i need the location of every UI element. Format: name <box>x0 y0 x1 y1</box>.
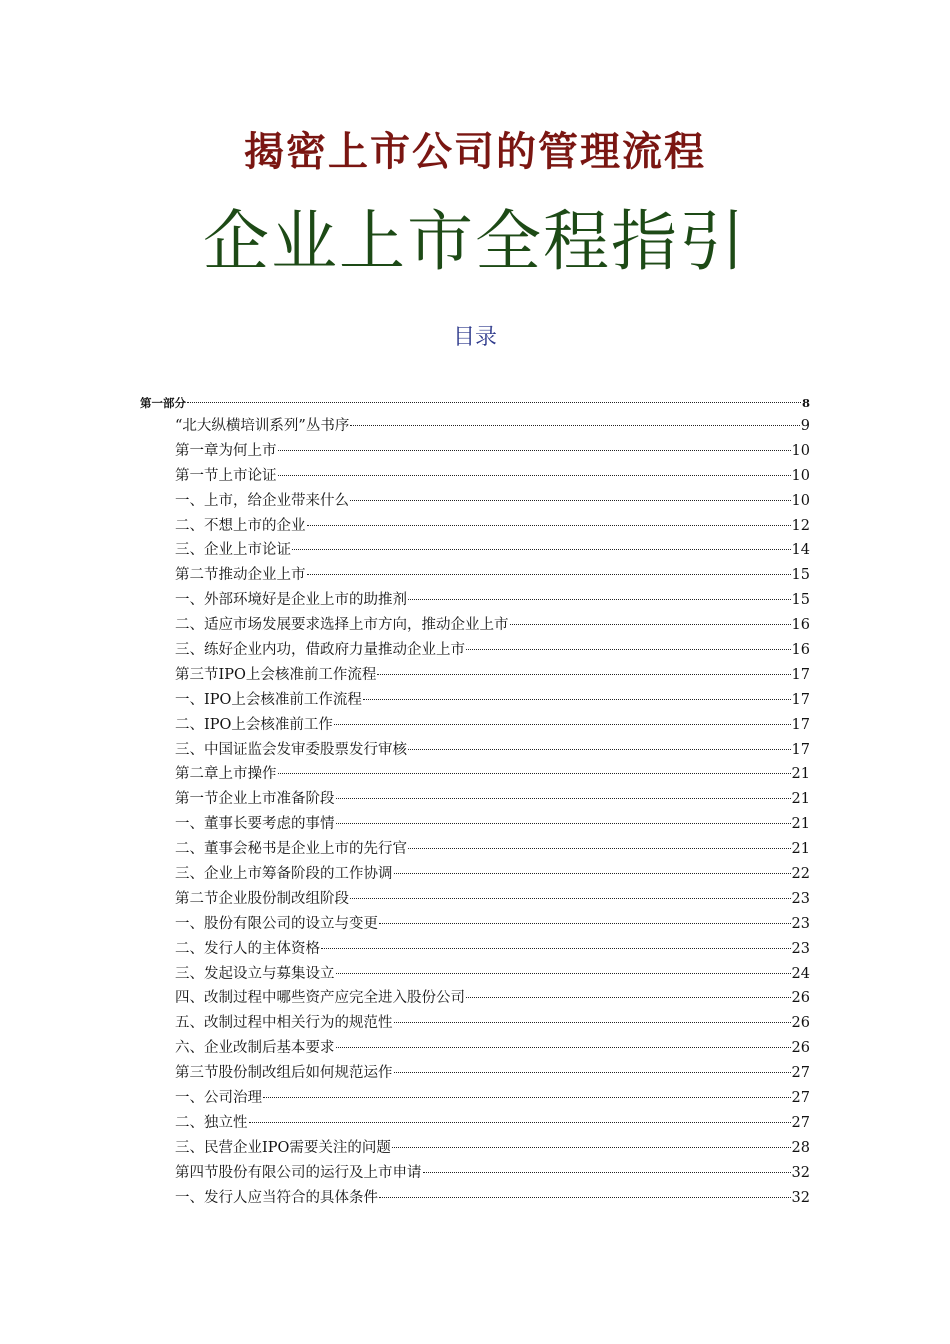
toc-entry[interactable] <box>140 563 810 588</box>
toc-dot-leader <box>336 1047 791 1048</box>
toc-entry-page-number: 10 <box>791 442 810 459</box>
toc-entry-label: 四、改制过程中哪些资产应完全进入股份公司 <box>175 990 465 1007</box>
toc-entry[interactable] <box>140 862 810 887</box>
toc-entry-label: 二、独立性 <box>175 1114 248 1131</box>
toc-entry-label: 第三节股份制改组后如何规范运作 <box>175 1065 393 1082</box>
toc-entry-page-number: 22 <box>791 866 810 883</box>
toc-entry-page-number: 23 <box>791 915 810 932</box>
toc-entry[interactable] <box>140 912 810 937</box>
toc-entry-page-number: 21 <box>791 841 810 858</box>
toc-entry-label: 三、民营企业IPO需要关注的问题 <box>175 1139 391 1156</box>
toc-entry-label: 第四节股份有限公司的运行及上市申请 <box>175 1164 422 1181</box>
toc-dot-leader <box>350 425 799 426</box>
toc-entry-label: 二、发行人的主体资格 <box>175 940 320 957</box>
toc-entry-label: 二、适应市场发展要求选择上市方向，推动企业上市 <box>175 617 509 634</box>
toc-entry-label: 第一部分 <box>140 396 186 410</box>
toc-entry[interactable] <box>140 439 810 464</box>
toc-entry[interactable] <box>140 588 810 613</box>
toc-entry[interactable] <box>140 812 810 837</box>
document-title: 企业上市全程指引 <box>203 203 747 280</box>
toc-entry[interactable] <box>140 986 810 1011</box>
toc-dot-leader <box>423 1172 791 1173</box>
toc-entry[interactable] <box>140 1061 810 1086</box>
toc-dot-leader <box>249 1122 791 1123</box>
toc-entry[interactable] <box>140 414 810 439</box>
toc-entry-label: 第一节上市论证 <box>175 467 277 484</box>
toc-entry-label: 一、公司治理 <box>175 1090 262 1107</box>
toc-entry[interactable] <box>140 464 810 489</box>
toc-entry[interactable] <box>140 837 810 862</box>
toc-entry-page-number: 17 <box>791 691 810 708</box>
toc-entry[interactable] <box>140 663 810 688</box>
toc-dot-leader <box>278 773 791 774</box>
toc-entry-page-number: 10 <box>791 492 810 509</box>
toc-entry[interactable] <box>140 1111 810 1136</box>
toc-dot-leader <box>321 948 791 949</box>
toc-entry-label: 第一章为何上市 <box>175 442 277 459</box>
toc-entry-page-number: 32 <box>791 1189 810 1206</box>
toc-entry[interactable] <box>140 1011 810 1036</box>
toc-entry[interactable] <box>140 1186 810 1211</box>
toc-dot-leader <box>292 549 791 550</box>
toc-entry[interactable] <box>140 787 810 812</box>
toc-dot-leader <box>510 624 791 625</box>
toc-dot-leader <box>394 1022 791 1023</box>
toc-entry-page-number: 27 <box>791 1065 810 1082</box>
toc-dot-leader <box>307 574 791 575</box>
toc-dot-leader <box>336 798 791 799</box>
toc-entry-label: 五、改制过程中相关行为的规范性 <box>175 1015 393 1032</box>
toc-entry-label: “北大纵横培训系列”丛书序 <box>175 418 350 434</box>
toc-entry[interactable] <box>140 962 810 987</box>
toc-dot-leader <box>187 402 801 403</box>
toc-entry-label: 第二节推动企业上市 <box>175 567 306 584</box>
toc-dot-leader <box>466 997 791 998</box>
toc-entry-page-number: 16 <box>791 617 810 634</box>
toc-entry-page-number: 24 <box>791 965 810 982</box>
toc-entry[interactable] <box>140 489 810 514</box>
toc-entry-label: 一、外部环境好是企业上市的助推剂 <box>175 592 407 609</box>
toc-entry[interactable] <box>140 538 810 563</box>
toc-entry-page-number: 16 <box>791 642 810 659</box>
toc-entry-label: 三、企业上市论证 <box>175 542 291 559</box>
toc-entry-label: 一、发行人应当符合的具体条件 <box>175 1189 378 1206</box>
toc-dot-leader <box>334 724 791 725</box>
toc-dot-leader <box>394 873 791 874</box>
toc-entry[interactable] <box>140 613 810 638</box>
toc-entry-label: 第一节企业上市准备阶段 <box>175 791 335 808</box>
toc-dot-leader <box>307 525 791 526</box>
toc-entry-page-number: 23 <box>791 940 810 957</box>
toc-entry-page-number: 27 <box>791 1090 810 1107</box>
toc-entry-page-number: 21 <box>791 816 810 833</box>
toc-dot-leader <box>379 923 791 924</box>
toc-entry-page-number: 23 <box>791 890 810 907</box>
toc-entry-page-number: 17 <box>791 741 810 758</box>
toc-entry-page-number: 28 <box>791 1139 810 1156</box>
table-of-contents <box>140 392 810 1211</box>
toc-dot-leader <box>263 1097 791 1098</box>
toc-dot-leader <box>336 973 791 974</box>
toc-entry-page-number: 8 <box>801 396 810 410</box>
toc-entry[interactable] <box>140 1136 810 1161</box>
toc-entry-page-number: 17 <box>791 666 810 683</box>
toc-dot-leader <box>408 599 791 600</box>
toc-entry-label: 第三节IPO上会核准前工作流程 <box>175 666 377 683</box>
toc-entry[interactable] <box>140 1086 810 1111</box>
toc-entry-label: 第二章上市操作 <box>175 766 277 783</box>
toc-entry[interactable] <box>140 1161 810 1186</box>
toc-entry-page-number: 10 <box>791 467 810 484</box>
toc-entry-label: 三、企业上市筹备阶段的工作协调 <box>175 866 393 883</box>
toc-entry-label: 一、股份有限公司的设立与变更 <box>175 915 378 932</box>
toc-entry-page-number: 26 <box>791 990 810 1007</box>
toc-entry[interactable] <box>140 762 810 787</box>
toc-entry-page-number: 15 <box>791 567 810 584</box>
toc-entry-label: 二、董事会秘书是企业上市的先行官 <box>175 841 407 858</box>
toc-entry[interactable] <box>140 738 810 763</box>
toc-entry-label: 二、IPO上会核准前工作 <box>175 716 333 733</box>
toc-dot-leader <box>408 848 791 849</box>
toc-entry-label: 六、企业改制后基本要求 <box>175 1040 335 1057</box>
toc-dot-leader <box>392 1147 791 1148</box>
toc-entry-page-number: 21 <box>791 791 810 808</box>
toc-dot-leader <box>350 898 791 899</box>
toc-entry-page-number: 9 <box>800 418 810 434</box>
toc-entry-page-number: 27 <box>791 1114 810 1131</box>
toc-dot-leader <box>278 450 791 451</box>
toc-dot-leader <box>350 500 791 501</box>
toc-entry-page-number: 21 <box>791 766 810 783</box>
toc-entry-page-number: 26 <box>791 1015 810 1032</box>
toc-entry-label: 三、发起设立与募集设立 <box>175 965 335 982</box>
toc-entry-page-number: 17 <box>791 716 810 733</box>
toc-entry-label: 第二节企业股份制改组阶段 <box>175 890 349 907</box>
toc-entry[interactable] <box>140 1036 810 1061</box>
toc-entry-label: 三、练好企业内功，借政府力量推动企业上市 <box>175 642 465 659</box>
toc-entry-page-number: 15 <box>791 592 810 609</box>
toc-dot-leader <box>336 823 791 824</box>
toc-entry[interactable] <box>140 638 810 663</box>
toc-dot-leader <box>408 749 791 750</box>
subtitle-heading: 揭密上市公司的管理流程 <box>244 129 706 175</box>
toc-entry-page-number: 14 <box>791 542 810 559</box>
toc-entry[interactable] <box>140 514 810 539</box>
toc-entry[interactable] <box>140 937 810 962</box>
toc-entry[interactable] <box>140 688 810 713</box>
toc-entry[interactable] <box>140 392 810 414</box>
toc-dot-leader <box>379 1197 791 1198</box>
toc-entry[interactable] <box>140 713 810 738</box>
toc-dot-leader <box>394 1072 791 1073</box>
toc-entry-page-number: 32 <box>791 1164 810 1181</box>
toc-entry-page-number: 26 <box>791 1040 810 1057</box>
toc-dot-leader <box>377 674 790 675</box>
toc-entry-label: 一、董事长要考虑的事情 <box>175 816 335 833</box>
toc-entry-label: 一、上市，给企业带来什么 <box>175 492 349 509</box>
toc-entry[interactable] <box>140 887 810 912</box>
toc-entry-page-number: 12 <box>791 517 810 534</box>
toc-dot-leader <box>466 649 791 650</box>
toc-entry-label: 二、不想上市的企业 <box>175 517 306 534</box>
toc-heading: 目录 <box>452 325 497 350</box>
toc-dot-leader <box>278 475 791 476</box>
toc-entry-label: 一、IPO上会核准前工作流程 <box>175 691 362 708</box>
toc-dot-leader <box>363 699 791 700</box>
toc-entry-label: 三、中国证监会发审委股票发行审核 <box>175 741 407 758</box>
